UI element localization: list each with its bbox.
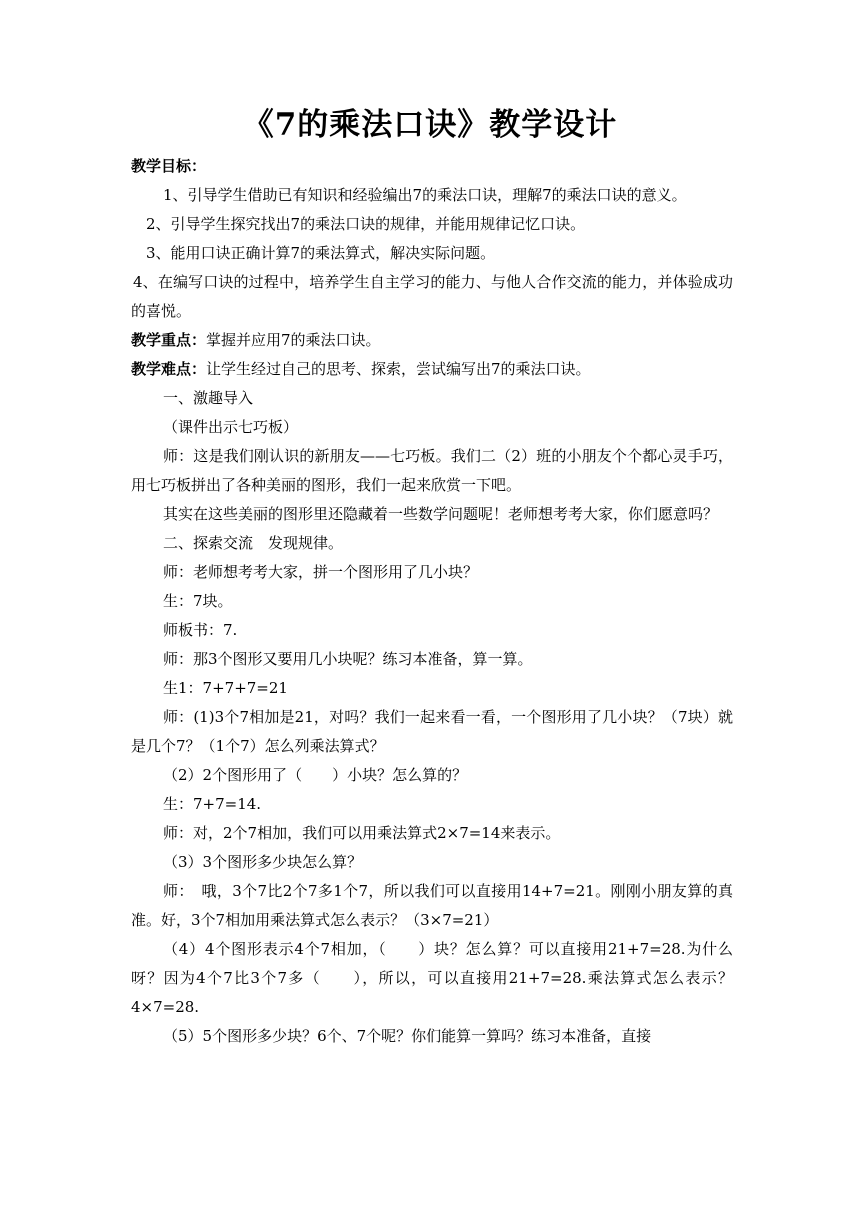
paragraph: （4）4个图形表示4个7相加，（ ）块？怎么算？可以直接用21+7=28.为什么呀？因为4个7比3个7多（ ），所以，可以直接用21+7=28.乘法算式怎么表示？4×7=28. [131,940,733,1016]
key-point-label: 教学重点： [131,331,207,349]
paragraph: 师：(1)3个7相加是21，对吗？我们一起来看一看，一个图形用了几小块？（7块）就是几个7？（1个7）怎么列乘法算式？ [131,708,733,755]
paragraph: 其实在这些美丽的图形里还隐藏着一些数学问题呢！老师想考考大家，你们愿意吗？ [163,505,719,523]
section-heading: 一、激趣导入 [163,389,254,407]
paragraph: （3）3个图形多少块怎么算？ [163,853,363,871]
paragraph: 师：老师想考考大家，拼一个图形用了几小块？ [163,563,479,581]
paragraph: 师：对，2个7相加，我们可以用乘法算式2×7=14来表示。 [163,824,561,842]
paragraph: 师：这是我们刚认识的新朋友——七巧板。我们二（2）班的小朋友个个都心灵手巧，用七巧板拼出了各种美丽的图形，我们一起来欣赏一下吧。 [131,447,733,494]
difficulty-label: 教学难点： [131,360,207,378]
document-body [131,152,733,1051]
paragraph: 生：7块。 [163,592,233,610]
paragraph: 生：7+7=14. [163,795,262,813]
document-title: 《7的乘法口诀》教学设计 [242,107,618,143]
paragraph: （课件出示七巧板） [163,418,299,436]
section-heading: 二、探索交流 发现规律。 [163,534,344,552]
paragraph: 生1：7+7+7=21 [163,679,288,697]
key-point [131,326,733,355]
objective-item: 3、能用口诀正确计算7的乘法算式，解决实际问题。 [146,244,496,262]
objective-item: 4、在编写口诀的过程中，培养学生自主学习的能力、与他人合作交流的能力，并体验成功的喜悦。 [131,273,733,320]
objective-item: 2、引导学生探究找出7的乘法口诀的规律，并能用规律记忆口诀。 [146,215,586,233]
objectives-heading: 教学目标： [131,157,207,175]
difficulty [131,355,733,384]
objective-item: 1、引导学生借助已有知识和经验编出7的乘法口诀，理解7的乘法口诀的意义。 [163,186,687,204]
paragraph: 师： 哦，3个7比2个7多1个7，所以我们可以直接用14+7=21。刚刚小朋友算的真准。好，3个7相加用乘法算式怎么表示？（3×7=21） [131,882,733,929]
difficulty-text: 让学生经过自己的思考、探索，尝试编写出7的乘法口诀。 [206,360,591,378]
key-point-text: 掌握并应用7的乘法口诀。 [206,331,381,349]
paragraph: 师：那3个图形又要用几小块呢？练习本准备，算一算。 [163,650,533,668]
paragraph: （5）5个图形多少块？6个、7个呢？你们能算一算吗？练习本准备，直接 [163,1027,652,1045]
paragraph: 师板书：7. [163,621,238,639]
paragraph: （2）2个图形用了（ ）小块？怎么算的？ [163,766,468,784]
